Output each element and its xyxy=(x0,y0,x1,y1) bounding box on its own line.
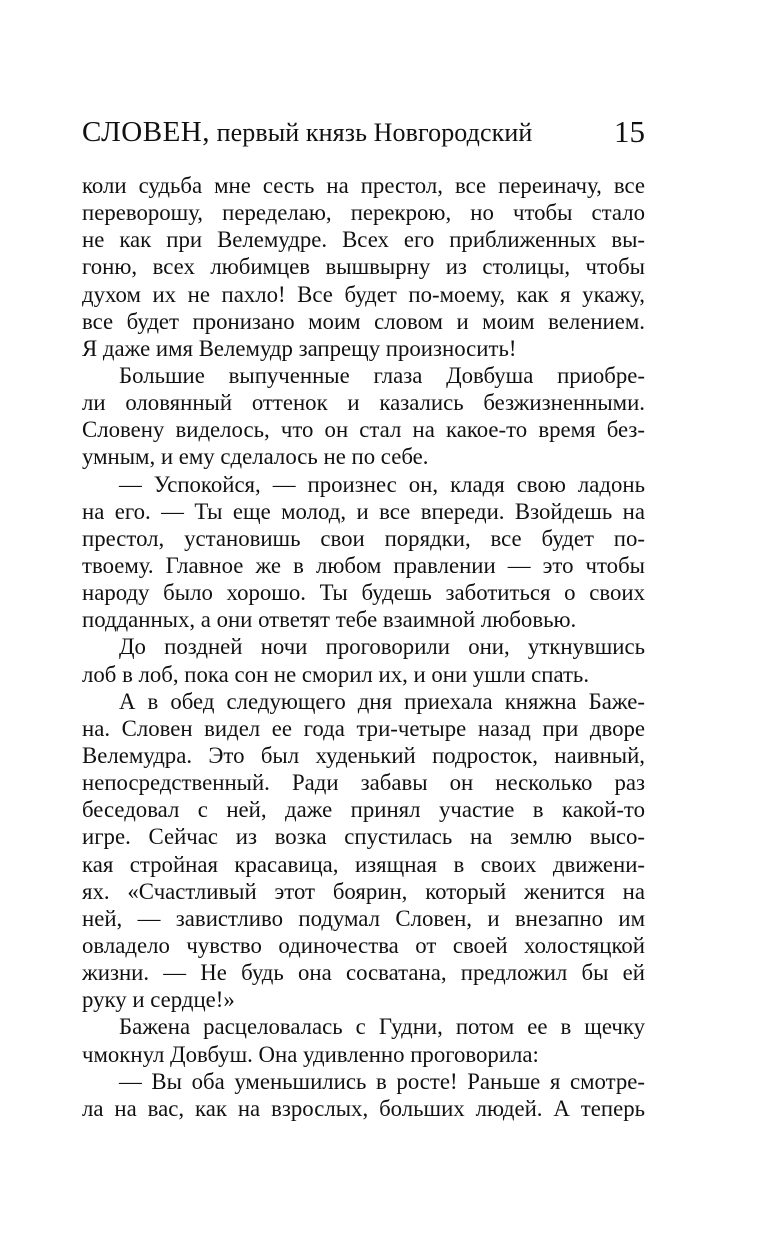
text-line: жизни. — Не будь она сосватана, предложил бы ей xyxy=(82,960,645,986)
text-line: лоб в лоб, пока сон не сморил их, и они ушли спать. xyxy=(82,661,590,687)
chapter-title-caps: СЛОВЕН, xyxy=(82,116,210,148)
chapter-title-rest: первый князь Новгородский xyxy=(209,118,533,147)
text-line: переворошу, переделаю, перекрою, но чтобы стало xyxy=(82,200,645,226)
text-line: непосредственный. Ради забавы он несколько раз xyxy=(82,770,645,796)
text-line: народу было хорошо. Ты будешь заботиться о своих xyxy=(82,580,645,606)
chapter-title xyxy=(82,112,532,153)
text-line: Словену виделось, что он стал на какое-то время без- xyxy=(82,417,645,443)
text-line: умным, и ему сделалось не по себе. xyxy=(82,444,429,470)
text-line: ли оловянный оттенок и казались безжизненными. xyxy=(82,390,645,416)
text-line: овладело чувство одиночества от своей холостяцкой xyxy=(82,932,645,958)
text-line: До поздней ночи проговорили они, уткнувшись xyxy=(119,634,645,660)
text-line: беседовал с ней, даже принял участие в какой-то xyxy=(82,797,645,823)
text-line: гоню, всех любимцев вышвырну из столицы, чтобы xyxy=(82,254,645,280)
text-line: на. Словен видел ее года три-четыре назад при дворе xyxy=(82,715,645,741)
text-line: Бажена расцеловалась с Гудни, потом ее в щечку xyxy=(119,1014,645,1040)
text-line: Я даже имя Велемудр запрещу произносить! xyxy=(82,335,517,361)
text-line: Большие выпученные глаза Довбуша приобре- xyxy=(119,362,645,388)
text-line: ней, — завистливо подумал Словен, и внезапно им xyxy=(82,905,645,931)
text-line: все будет пронизано моим словом и моим велением. xyxy=(82,308,645,334)
text-line: твоему. Главное же в любом правлении — это чтобы xyxy=(82,552,645,578)
text-line: подданных, а они ответят тебе взаимной любовью. xyxy=(82,607,577,633)
text-line: — Вы оба уменьшились в росте! Раньше я смотре- xyxy=(119,1068,645,1094)
text-line: ла на вас, как на взрослых, больших людей. А теперь xyxy=(82,1095,645,1121)
text-line: духом их не пахло! Все будет по-моему, как я укажу, xyxy=(82,281,645,307)
text-line: А в обед следующего дня приехала княжна Баже- xyxy=(119,688,645,714)
text-line: на его. — Ты еще молод, и все впереди. Взойдешь на xyxy=(82,498,645,524)
text-line: кая стройная красавица, изящная в своих движени- xyxy=(82,851,645,877)
text-line: чмокнул Довбуш. Она удивленно проговорила: xyxy=(82,1041,539,1067)
text-line: Велемудра. Это был худенький подросток, наивный, xyxy=(82,742,645,768)
text-line: игре. Сейчас из возка спустилась на землю высо- xyxy=(82,824,645,850)
text-line: руку и сердце!» xyxy=(82,987,235,1013)
text-line: не как при Велемудре. Всех его приближенных вы- xyxy=(82,227,645,253)
body-text xyxy=(82,172,645,1122)
text-line: коли судьба мне сесть на престол, все переиначу, все xyxy=(82,173,645,198)
page-number: 15 xyxy=(614,114,645,149)
text-line: ях. «Счастливый этот боярин, который женится на xyxy=(82,878,645,904)
text-line: — Успокойся, — произнес он, кладя свою ладонь xyxy=(119,471,645,497)
running-head xyxy=(82,112,645,152)
text-line: престол, установишь свои порядки, все будет по- xyxy=(82,525,645,551)
